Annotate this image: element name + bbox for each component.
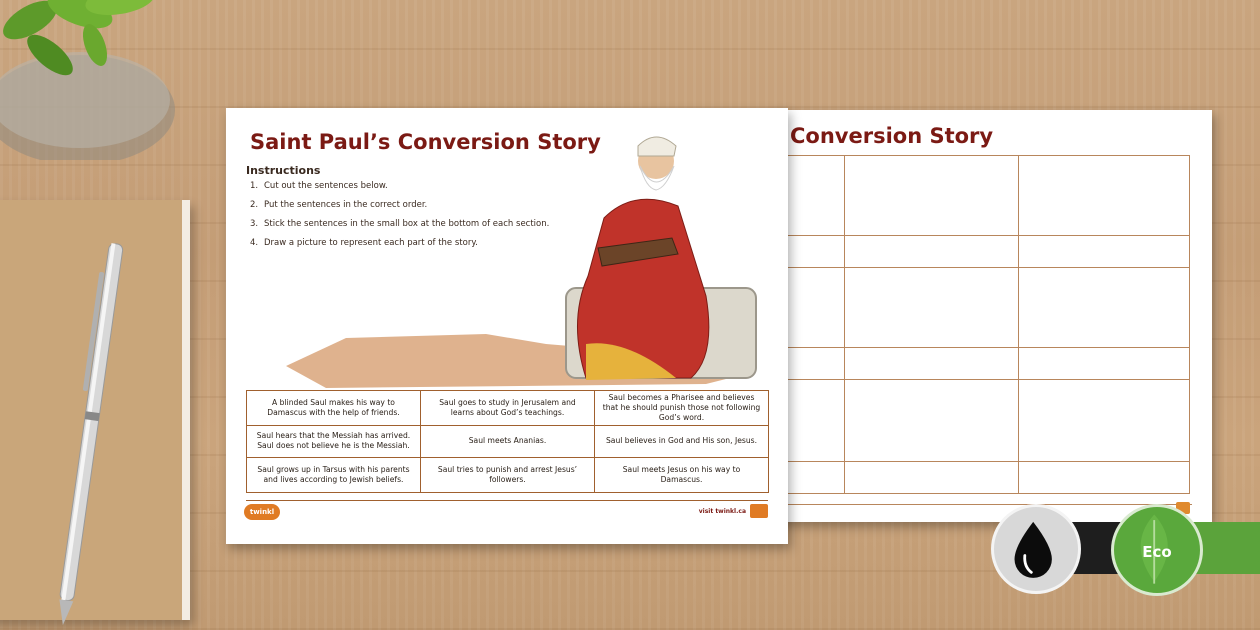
- worksheet-back: [770, 110, 1212, 522]
- worksheet-title: Saint Paul’s Conversion Story: [250, 130, 601, 154]
- sentence-card: A blinded Saul makes his way to Damascus with the help of friends.: [247, 391, 421, 426]
- ink-saver-badge: [991, 504, 1081, 594]
- drawing-grid: [770, 155, 1190, 494]
- sentence-card: Saul tries to punish and arrest Jesus’ followers.: [421, 457, 595, 492]
- sentence-card: Saul goes to study in Jerusalem and learns about God’s teachings.: [421, 391, 595, 426]
- twinkl-logo: twinkl: [244, 504, 280, 520]
- sentence-card: Saul becomes a Pharisee and believes that he should punish those not following God’s word.: [595, 391, 769, 426]
- eco-badge: [1111, 504, 1203, 596]
- sentence-cards-table: [246, 390, 769, 493]
- visit-website-text: visit twinkl.ca: [698, 508, 746, 515]
- sentence-card: Saul hears that the Messiah has arrived. Saul does not believe he is the Messiah.: [247, 425, 421, 457]
- instruction-item: 2. Put the sentences in the correct order.: [250, 200, 428, 210]
- sentence-card: Saul believes in God and His son, Jesus.: [595, 425, 769, 457]
- ink-drop-icon: [994, 507, 1078, 591]
- footer-line: [246, 500, 768, 501]
- back-sheet-title: Conversion Story: [790, 124, 994, 148]
- instruction-item: 1. Cut out the sentences below.: [250, 181, 388, 191]
- instruction-item: 4. Draw a picture to represent each part of the story.: [250, 238, 478, 248]
- small-brand-logo: [750, 504, 768, 518]
- instruction-item: 3. Stick the sentences in the small box at the bottom of each section.: [250, 219, 550, 229]
- worksheet-front: [226, 108, 788, 544]
- eco-label: Eco: [1142, 543, 1172, 561]
- instructions-list: [250, 181, 549, 257]
- sentence-card: Saul meets Ananias.: [421, 425, 595, 457]
- footer-line: [770, 504, 1192, 505]
- sentence-card: Saul meets Jesus on his way to Damascus.: [595, 457, 769, 492]
- potted-plant: [0, 0, 190, 160]
- instructions-heading: Instructions: [246, 164, 321, 177]
- pen: [55, 232, 125, 630]
- sentence-card: Saul grows up in Tarsus with his parents and lives according to Jewish beliefs.: [247, 457, 421, 492]
